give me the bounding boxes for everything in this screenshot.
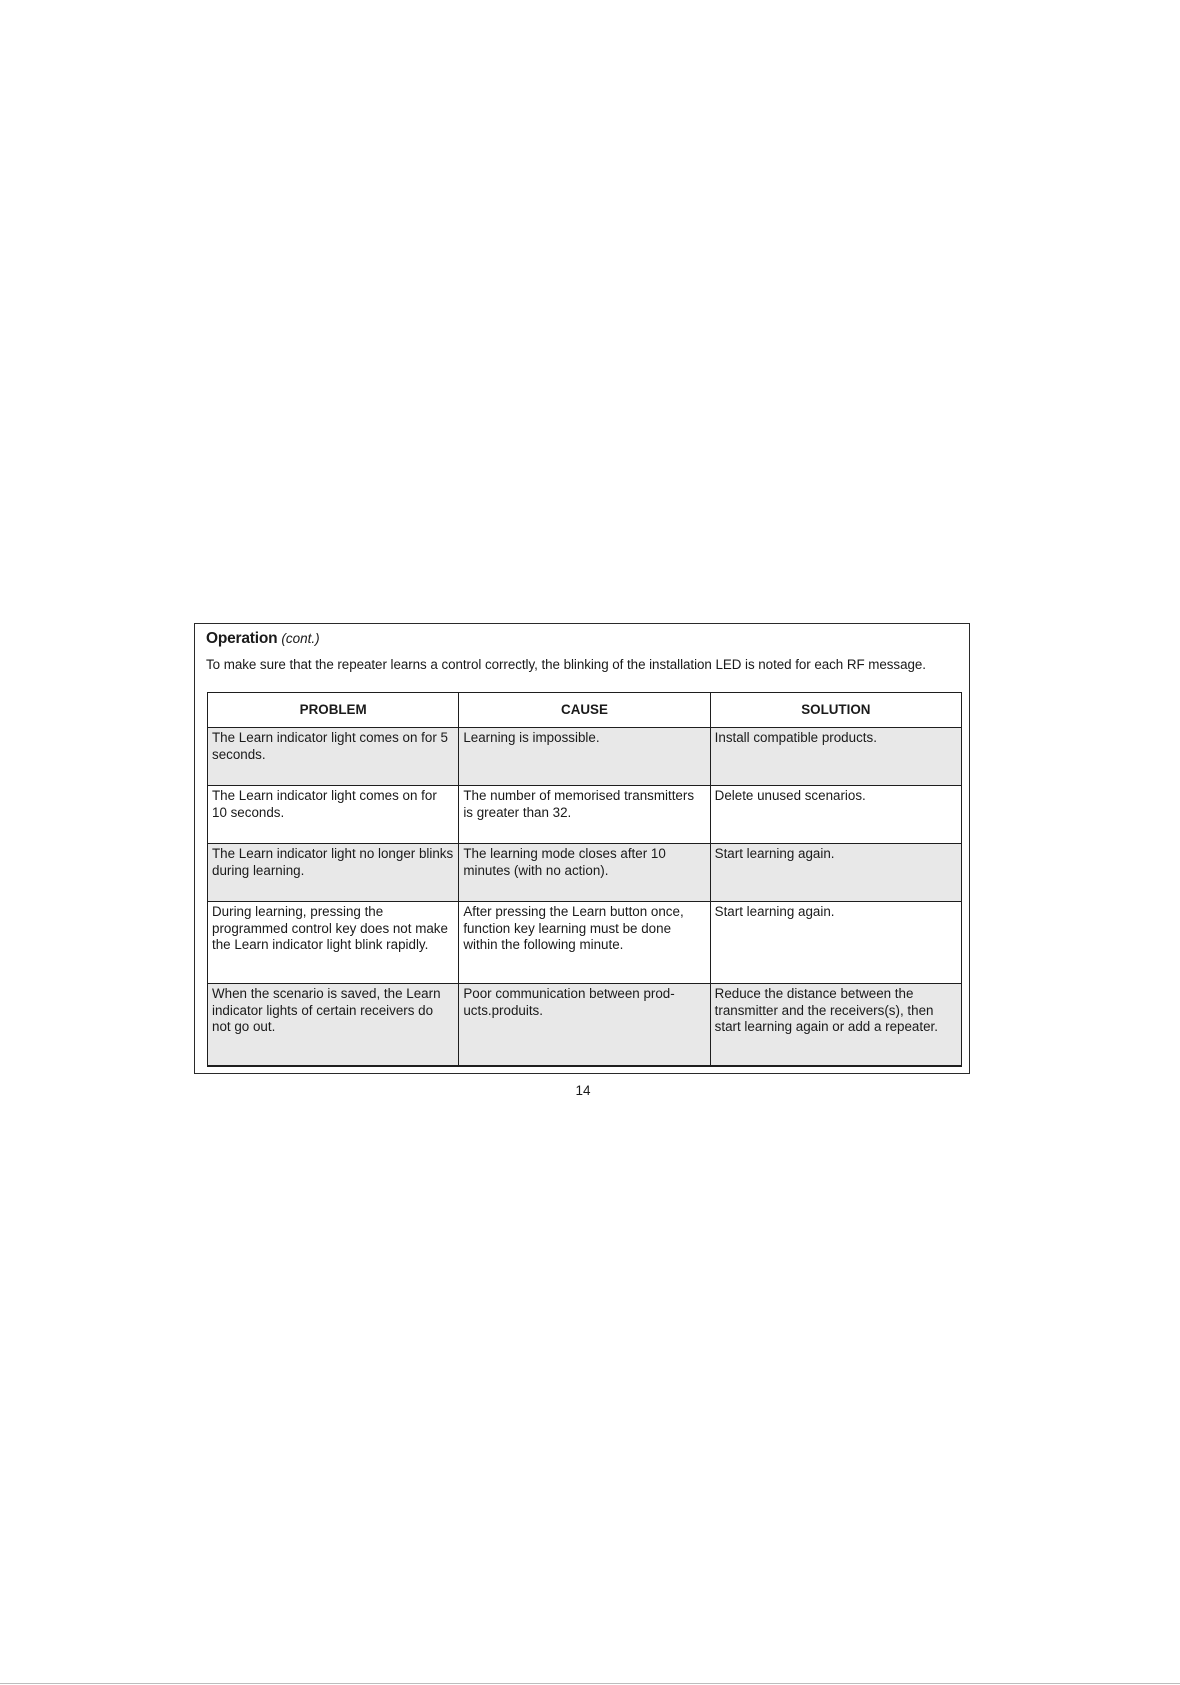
- cause-cell: Poor communication between prod-ucts.produits.: [459, 984, 710, 1066]
- problem-cell: The Learn indicator light no longer blinks during learning.: [208, 844, 459, 902]
- page-number: 14: [575, 1083, 591, 1098]
- column-header-problem: PROBLEM: [208, 693, 459, 728]
- page-edge-rule: [0, 1683, 1180, 1684]
- intro-text: To make sure that the repeater learns a control correctly, the blinking of the installation LED is noted for each RF message.: [206, 657, 926, 672]
- problem-cell: The Learn indicator light comes on for 5 seconds.: [208, 728, 459, 786]
- solution-cell: Install compatible products.: [710, 728, 961, 786]
- table-row: [208, 984, 962, 1066]
- cause-cell: The number of memorised transmitters is greater than 32.: [459, 786, 710, 844]
- cause-cell: The learning mode closes after 10 minutes (with no action).: [459, 844, 710, 902]
- problem-cell: The Learn indicator light comes on for 10 seconds.: [208, 786, 459, 844]
- section-subtitle: (cont.): [281, 631, 320, 646]
- table-row: [208, 902, 962, 984]
- operation-panel: [194, 623, 970, 1074]
- section-title: Operation: [206, 630, 278, 647]
- solution-cell: Reduce the distance between the transmitter and the receivers(s), then start learning again or add a repeater.: [710, 984, 961, 1066]
- cause-cell: Learning is impossible.: [459, 728, 710, 786]
- solution-cell: Start learning again.: [710, 844, 961, 902]
- solution-cell: Delete unused scenarios.: [710, 786, 961, 844]
- table-row: [208, 728, 962, 786]
- column-header-cause: CAUSE: [459, 693, 710, 728]
- problem-cell: During learning, pressing the programmed control key does not make the Learn indicator light blink rapidly.: [208, 902, 459, 984]
- troubleshooting-table: [207, 692, 962, 1067]
- solution-cell: Start learning again.: [710, 902, 961, 984]
- section-heading: [206, 630, 320, 648]
- table-row: [208, 844, 962, 902]
- cause-cell: After pressing the Learn button once, function key learning must be done within the following minute.: [459, 902, 710, 984]
- table-header-row: [208, 693, 962, 728]
- problem-cell: When the scenario is saved, the Learn indicator lights of certain receivers do not go out.: [208, 984, 459, 1066]
- column-header-solution: SOLUTION: [710, 693, 961, 728]
- table-row: [208, 786, 962, 844]
